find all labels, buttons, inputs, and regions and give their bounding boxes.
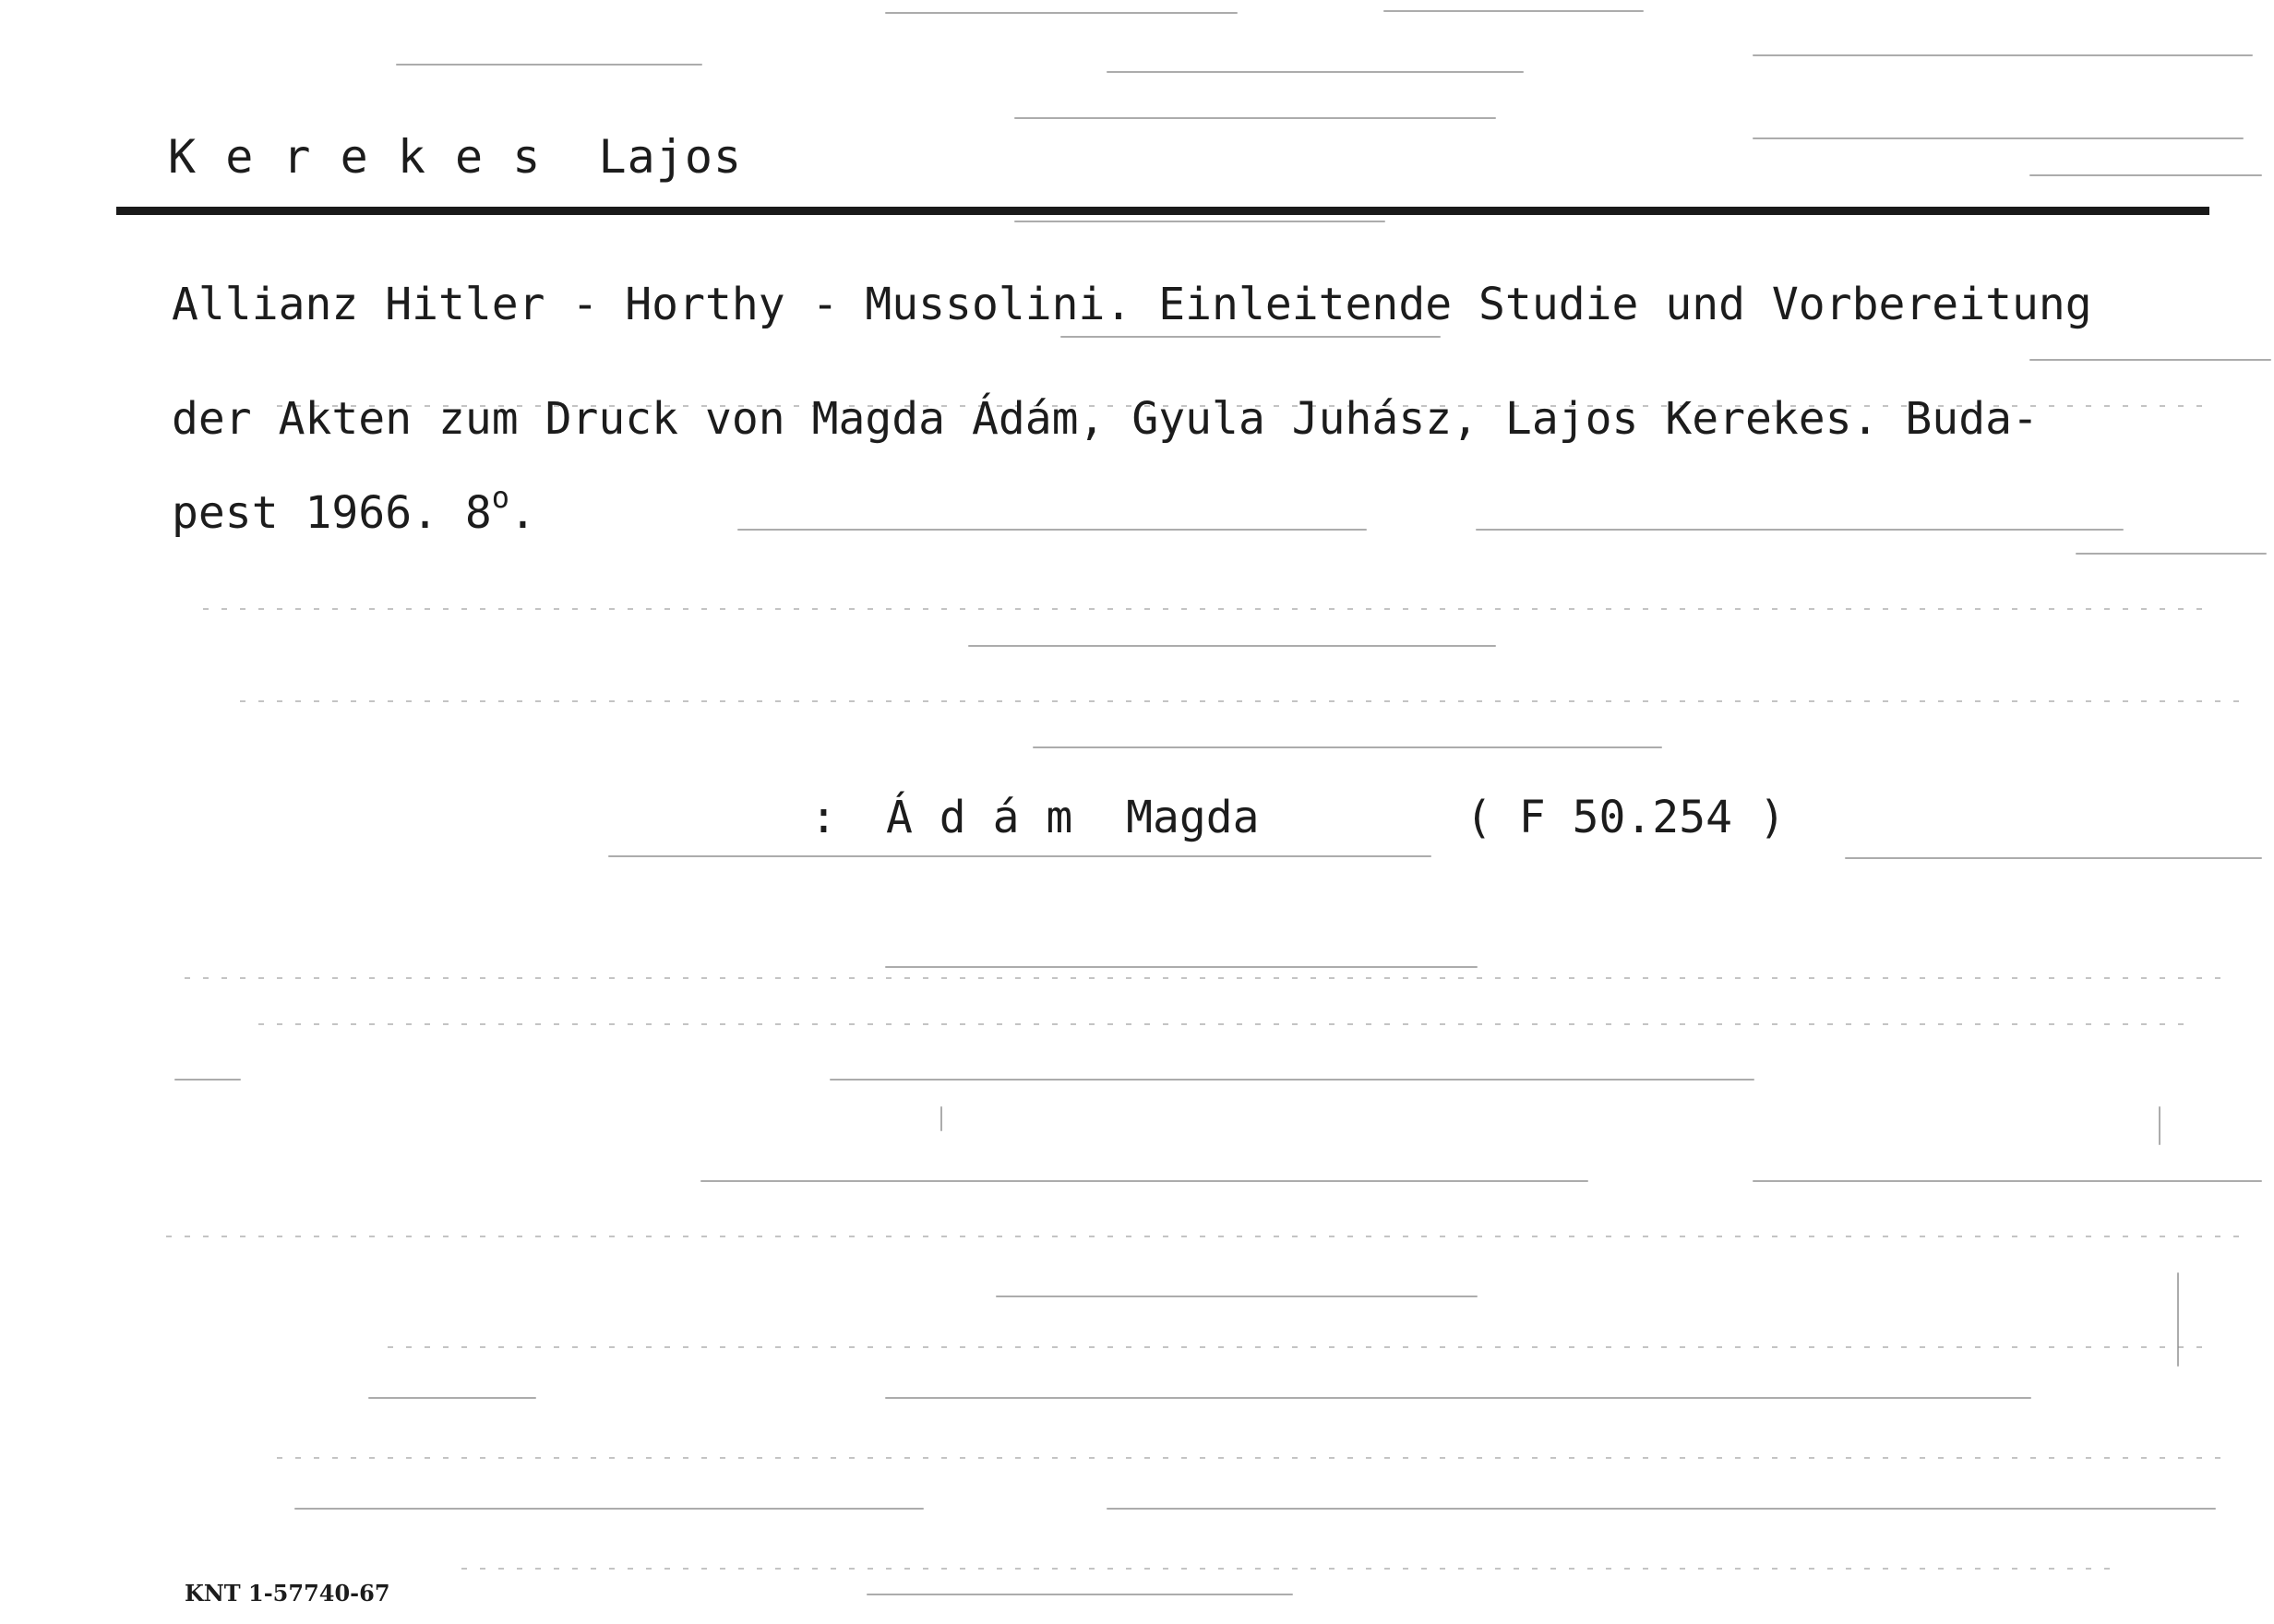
crossref-code: ( F 50.254 ): [1466, 792, 1786, 843]
format-superscript: o: [491, 480, 510, 515]
title-line-3: [172, 480, 536, 541]
line-end-period: .: [509, 487, 536, 539]
printer-mark: KNT 1-57740-67: [185, 1580, 390, 1606]
crossref-marker: :: [810, 792, 837, 843]
crossref-name: Á d á m Magda: [886, 792, 1260, 843]
title-line-1: Allianz Hitler - Horthy - Mussolini. Einleitende Studie und Vorbereitung: [172, 279, 2092, 330]
card-heading-author: K e r e k e s Lajos: [168, 130, 743, 184]
title-line-2: der Akten zum Druck von Magda Ádám, Gyula Juhász, Lajos Kerekes. Buda-: [172, 393, 2039, 445]
publication-place-year: pest 1966. 8: [172, 487, 492, 539]
heading-rule: [116, 207, 2209, 215]
